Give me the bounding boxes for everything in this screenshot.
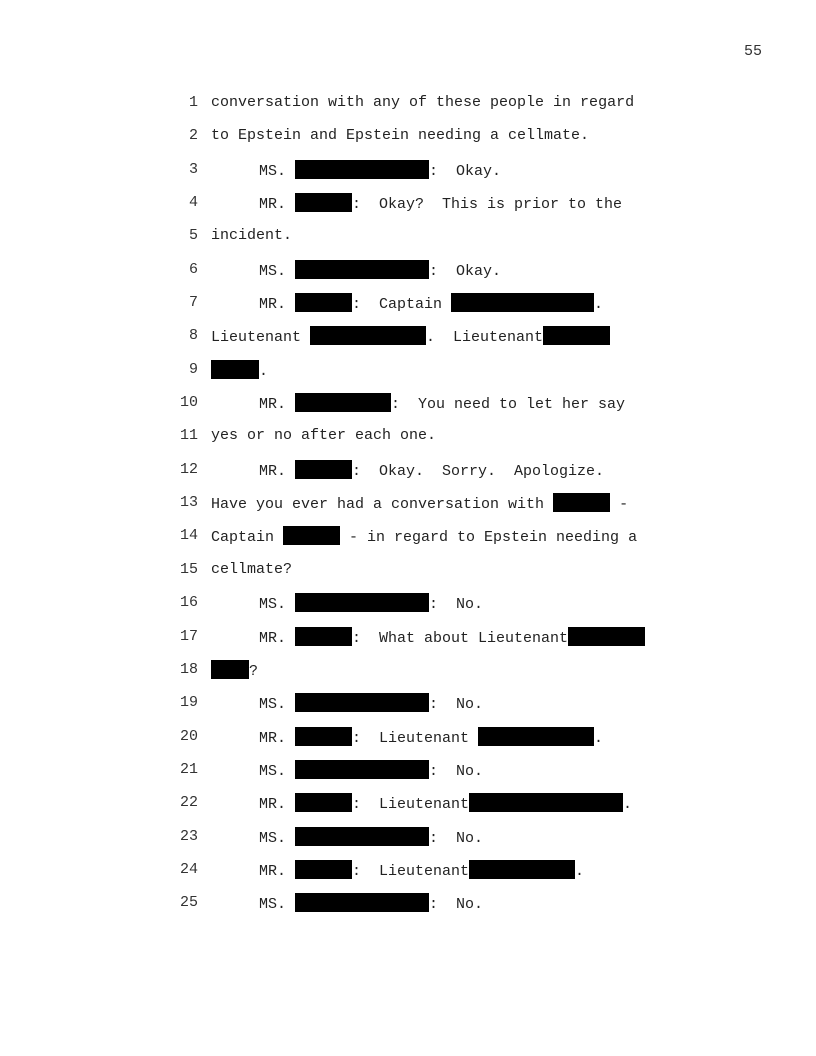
redaction-box xyxy=(295,260,429,279)
transcript-line xyxy=(211,393,691,426)
transcript-line xyxy=(211,593,691,626)
speaker-prefix: MS. xyxy=(259,596,296,614)
line-number: 5 xyxy=(188,227,198,245)
line-text: cellmate? xyxy=(211,560,293,578)
speaker-prefix: MR. xyxy=(259,196,296,214)
line-number: 18 xyxy=(179,660,198,678)
redaction-box xyxy=(568,627,645,646)
line-text: : No. xyxy=(429,762,484,780)
line-text: : Lieutenant xyxy=(352,729,479,747)
line-number: 4 xyxy=(188,194,198,212)
line-text: : No. xyxy=(429,596,484,614)
speaker-prefix: MR. xyxy=(259,729,296,747)
line-text: . Lieutenant xyxy=(426,329,544,347)
speaker-prefix: MR. xyxy=(259,396,296,414)
redaction-box xyxy=(478,727,594,746)
line-text: - in regard to Epstein needing a xyxy=(340,529,638,547)
line-text: : Okay. Sorry. Apologize. xyxy=(352,462,605,480)
redaction-box xyxy=(295,760,429,779)
line-number: 17 xyxy=(179,627,198,645)
transcript-line xyxy=(211,326,691,359)
line-number: 6 xyxy=(188,260,198,278)
line-text: : No. xyxy=(429,896,484,914)
line-number: 19 xyxy=(179,694,198,712)
line-text: . xyxy=(259,362,269,380)
line-number-column xyxy=(150,93,198,927)
line-text: : Captain xyxy=(352,296,452,314)
redaction-box xyxy=(295,460,352,479)
line-number: 25 xyxy=(179,894,198,912)
speaker-prefix: MS. xyxy=(259,762,296,780)
transcript-line xyxy=(211,760,691,793)
redaction-box xyxy=(211,360,259,379)
transcript-line xyxy=(211,827,691,860)
redaction-box xyxy=(543,326,610,345)
line-text: Captain xyxy=(211,529,284,547)
transcript-line xyxy=(211,260,691,293)
line-number: 2 xyxy=(188,127,198,145)
line-number: 9 xyxy=(188,360,198,378)
speaker-prefix: MS. xyxy=(259,162,296,180)
line-number: 13 xyxy=(179,494,198,512)
line-number: 3 xyxy=(188,160,198,178)
redaction-box xyxy=(451,293,594,312)
redaction-box xyxy=(283,526,340,545)
transcript-line xyxy=(211,660,691,693)
line-text: incident. xyxy=(211,227,293,245)
line-number: 12 xyxy=(179,460,198,478)
line-text: to Epstein and Epstein needing a cellmate. xyxy=(211,127,590,145)
redaction-box xyxy=(295,627,352,646)
redaction-box xyxy=(295,293,352,312)
line-number: 7 xyxy=(188,294,198,312)
line-text: Have you ever had a conversation with xyxy=(211,496,554,514)
transcript-line xyxy=(211,460,691,493)
line-number: 22 xyxy=(179,794,198,812)
transcript-line xyxy=(211,493,691,526)
transcript-line xyxy=(211,727,691,760)
line-text: : No. xyxy=(429,829,484,847)
line-text: Lieutenant xyxy=(211,329,311,347)
transcript-line xyxy=(211,426,691,459)
speaker-prefix: MR. xyxy=(259,462,296,480)
line-text: . xyxy=(594,296,604,314)
redaction-box xyxy=(295,193,352,212)
line-number: 20 xyxy=(179,727,198,745)
transcript-line xyxy=(211,627,691,660)
speaker-prefix: MS. xyxy=(259,896,296,914)
line-text: : You need to let her say xyxy=(391,396,626,414)
line-text: . xyxy=(623,796,633,814)
transcript-line xyxy=(211,893,691,926)
line-text: ? xyxy=(249,662,259,680)
speaker-prefix: MR. xyxy=(259,796,296,814)
line-text: . xyxy=(594,729,604,747)
speaker-prefix: MS. xyxy=(259,262,296,280)
transcript-line xyxy=(211,226,691,259)
redaction-box xyxy=(295,160,429,179)
line-text: : What about Lieutenant xyxy=(352,629,569,647)
speaker-prefix: MR. xyxy=(259,862,296,880)
transcript-line xyxy=(211,160,691,193)
transcript-line xyxy=(211,860,691,893)
line-number: 24 xyxy=(179,860,198,878)
redaction-box xyxy=(310,326,426,345)
line-text: : Okay. xyxy=(429,162,502,180)
redaction-box xyxy=(295,893,429,912)
speaker-prefix: MS. xyxy=(259,829,296,847)
line-text: . xyxy=(575,862,585,880)
line-text: : Okay. xyxy=(429,262,502,280)
redaction-box xyxy=(295,693,429,712)
redaction-box xyxy=(295,827,429,846)
speaker-prefix: MR. xyxy=(259,629,296,647)
line-number: 15 xyxy=(179,560,198,578)
page-number: 55 xyxy=(743,43,762,60)
redaction-box xyxy=(295,727,352,746)
transcript-line xyxy=(211,293,691,326)
redaction-box xyxy=(469,793,623,812)
transcript-line xyxy=(211,693,691,726)
redaction-box xyxy=(553,493,610,512)
transcript-line xyxy=(211,126,691,159)
redaction-box xyxy=(469,860,575,879)
redaction-box xyxy=(295,793,352,812)
line-text: : Okay? This is prior to the xyxy=(352,196,623,214)
line-text: : No. xyxy=(429,696,484,714)
transcript-line xyxy=(211,193,691,226)
line-text: yes or no after each one. xyxy=(211,427,437,445)
transcript-line xyxy=(211,793,691,826)
line-number: 16 xyxy=(179,594,198,612)
transcript-line xyxy=(211,560,691,593)
line-text: : Lieutenant xyxy=(352,862,470,880)
redaction-box xyxy=(295,593,429,612)
line-number: 1 xyxy=(188,94,198,111)
line-number: 14 xyxy=(179,527,198,545)
line-number: 23 xyxy=(179,827,198,845)
line-number: 10 xyxy=(179,394,198,412)
line-number: 11 xyxy=(179,427,198,445)
redaction-box xyxy=(295,860,352,879)
line-text: conversation with any of these people in regard xyxy=(211,94,635,111)
transcript-line xyxy=(211,360,691,393)
redaction-box xyxy=(211,660,249,679)
speaker-prefix: MS. xyxy=(259,696,296,714)
transcript-body xyxy=(211,93,691,927)
transcript-line xyxy=(211,93,691,126)
redaction-box xyxy=(295,393,391,412)
speaker-prefix: MR. xyxy=(259,296,296,314)
line-text: - xyxy=(610,496,629,514)
line-number: 8 xyxy=(188,327,198,345)
transcript-line xyxy=(211,526,691,559)
line-text: : Lieutenant xyxy=(352,796,470,814)
line-number: 21 xyxy=(179,760,198,778)
